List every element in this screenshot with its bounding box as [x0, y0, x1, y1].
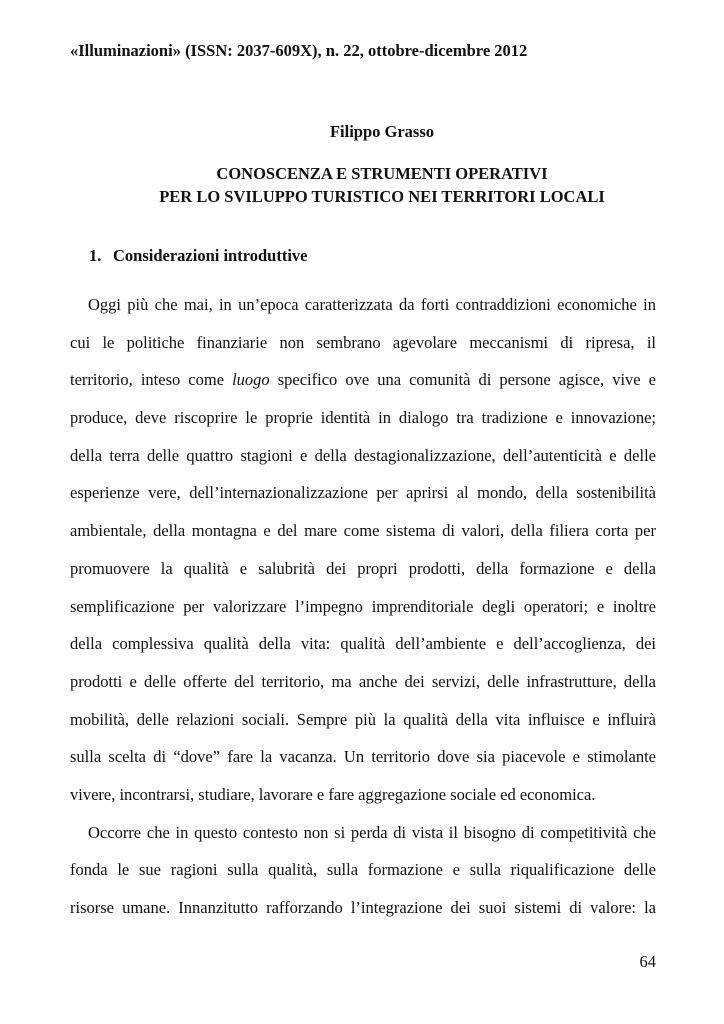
article-title-line-2: PER LO SVILUPPO TURISTICO NEI TERRITORI LOCALI: [159, 187, 605, 206]
text-line: Oggi più che mai, in un’epoca caratterizzata da forti contraddizioni economiche in: [88, 295, 656, 314]
text-line: produce, deve riscoprire le proprie identità in dialogo tra tradizione e innovazione;: [70, 408, 656, 428]
text-line: risorse umane. Innanzitutto rafforzando l’integrazione dei suoi sistemi di valore: la: [70, 898, 656, 917]
paragraph-1: [70, 286, 656, 814]
text-line: Occorre che in questo contesto non si perda di vista il bisogno di competitività che: [88, 822, 656, 842]
article-title-line-1: CONOSCENZA E STRUMENTI OPERATIVI: [216, 164, 548, 183]
text-line: [70, 361, 656, 399]
emphasis-luogo: luogo: [232, 370, 270, 390]
text-line: ambientale, della montagna e del mare come sistema di valori, della filiera corta per: [70, 521, 656, 541]
text-line: cui le politiche finanziarie non sembrano agevolare meccanismi di ripresa, il: [70, 332, 656, 352]
text-line: semplificazione per valorizzare l’impegno imprenditoriale degli operatori; e inoltre: [70, 596, 656, 616]
text-line: sulla scelta di “dove” fare la vacanza. Un territorio dove sia piacevole e stimolante: [70, 747, 656, 767]
text-segment: territorio, inteso come: [70, 370, 233, 390]
text-line: della complessiva qualità della vita: qualità dell’ambiente e dell’accoglienza, dei: [70, 634, 656, 654]
body-text: [70, 286, 656, 927]
journal-header: «Illuminazioni» (ISSN: 2037-609X), n. 22, ottobre-dicembre 2012: [70, 41, 528, 60]
page-number: 64: [639, 952, 656, 971]
text-line: fonda le sue ragioni sulla qualità, sulla formazione e sulla riqualificazione delle: [70, 860, 656, 880]
section-title: Considerazioni introduttive: [113, 246, 308, 265]
section-number: 1.: [89, 246, 102, 265]
author-name: Filippo Grasso: [329, 122, 435, 141]
text-segment: specifico ove una comunità di persone agisce, vive e: [269, 370, 656, 390]
paragraph-2: [70, 814, 656, 927]
text-line: vivere, incontrarsi, studiare, lavorare e fare aggregazione sociale ed economica.: [70, 784, 596, 804]
text-line: mobilità, delle relazioni sociali. Sempre più la qualità della vita influisce e influirà: [70, 709, 656, 729]
text-line: esperienze vere, dell’internazionalizzazione per aprirsi al mondo, della sostenibilità: [70, 483, 656, 503]
text-line: prodotti e delle offerte del territorio, ma anche dei servizi, delle infrastrutture, della: [70, 671, 656, 691]
text-line: promuovere la qualità e salubrità dei propri prodotti, della formazione e della: [70, 558, 656, 578]
text-line: della terra delle quattro stagioni e della destagionalizzazione, dell’autenticità e delle: [70, 445, 656, 465]
article-title: [0, 162, 724, 208]
section-heading: [89, 246, 308, 266]
